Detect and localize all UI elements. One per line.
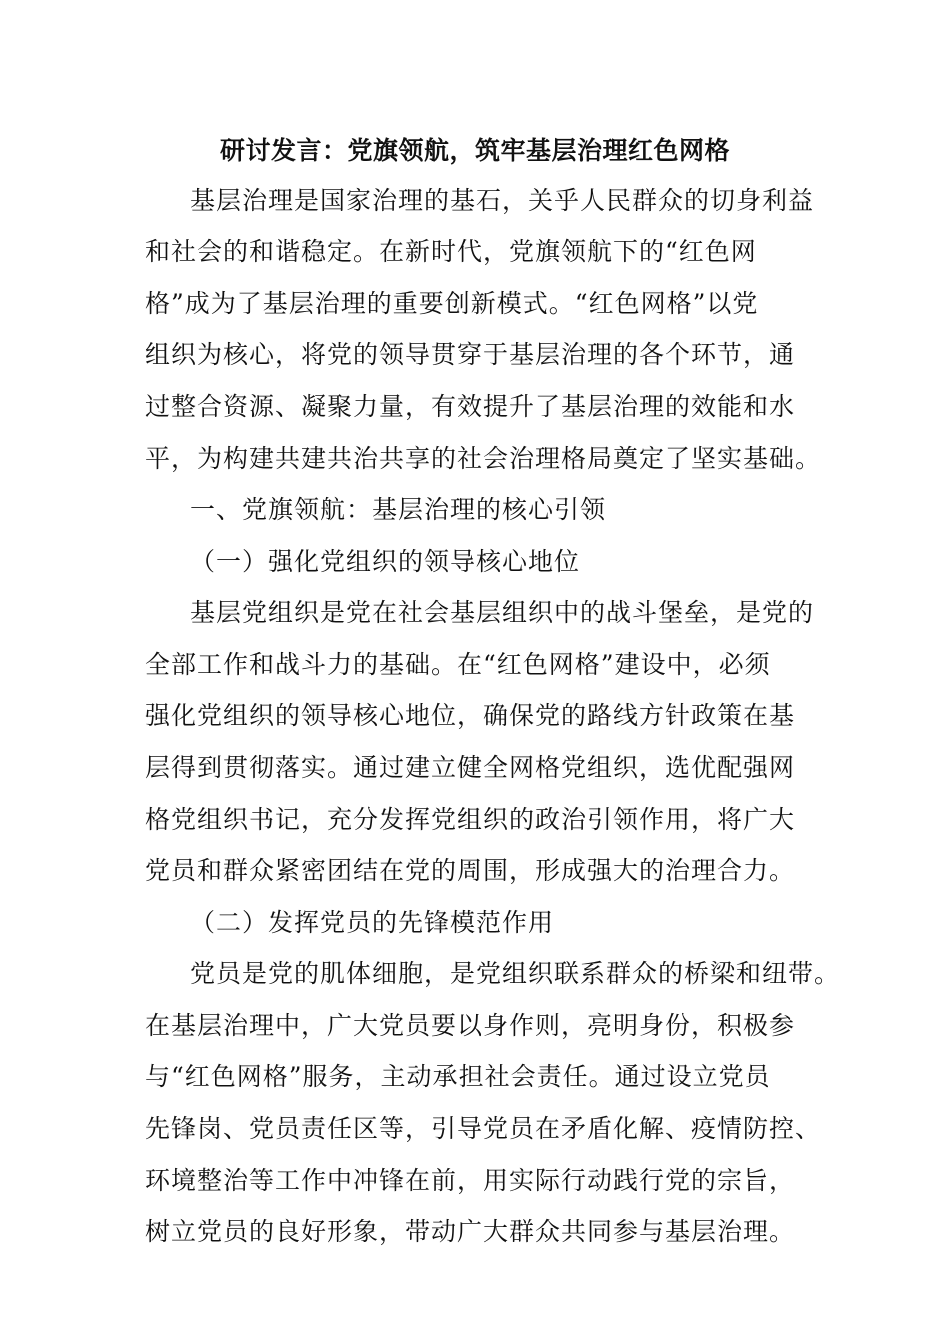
paragraph-line: 格党组织书记，充分发挥党组织的政治引领作用，将广大: [145, 805, 796, 834]
subsection-heading: （二）发挥党员的先锋模范作用: [190, 908, 555, 937]
subsection-heading: （一）强化党组织的领导核心地位: [190, 547, 581, 576]
paragraph-line: 基层治理是国家治理的基石，关乎人民群众的切身利益: [190, 186, 815, 215]
paragraph-line: 党员和群众紧密团结在党的周围，形成强大的治理合力。: [145, 856, 796, 885]
paragraph-line: 格”成为了基层治理的重要创新模式。“红色网格”以党: [145, 289, 759, 318]
paragraph-line: 组织为核心，将党的领导贯穿于基层治理的各个环节，通: [145, 340, 796, 369]
paragraph-line: 先锋岗、党员责任区等，引导党员在矛盾化解、疫情防控、: [145, 1114, 822, 1143]
paragraph-line: 基层党组织是党在社会基层组织中的战斗堡垒，是党的: [190, 598, 815, 627]
paragraph-line: 环境整治等工作中冲锋在前，用实际行动践行党的宗旨，: [145, 1166, 796, 1195]
paragraph-line: 和社会的和谐稳定。在新时代，党旗领航下的“红色网: [145, 237, 757, 266]
paragraph-line: 与“红色网格”服务，主动承担社会责任。通过设立党员: [145, 1062, 771, 1091]
paragraph-line: 党员是党的肌体细胞，是党组织联系群众的桥梁和纽带。: [190, 959, 841, 988]
section-heading: 一、党旗领航：基层治理的核心引领: [190, 495, 607, 524]
paragraph-line: 强化党组织的领导核心地位，确保党的路线方针政策在基: [145, 701, 796, 730]
paragraph-line: 在基层治理中，广大党员要以身作则，亮明身份，积极参: [145, 1011, 796, 1040]
paragraph-line: 平，为构建共建共治共享的社会治理格局奠定了坚实基础。: [145, 444, 822, 473]
paragraph-line: 全部工作和战斗力的基础。在“红色网格”建设中，必须: [145, 650, 771, 679]
paragraph-line: 过整合资源、凝聚力量，有效提升了基层治理的效能和水: [145, 392, 796, 421]
paragraph-line: 树立党员的良好形象，带动广大群众共同参与基层治理。: [145, 1217, 796, 1246]
paragraph-line: 层得到贯彻落实。通过建立健全网格党组织，选优配强网: [145, 753, 796, 782]
document-title: 研讨发言：党旗领航，筑牢基层治理红色网格: [219, 136, 730, 165]
